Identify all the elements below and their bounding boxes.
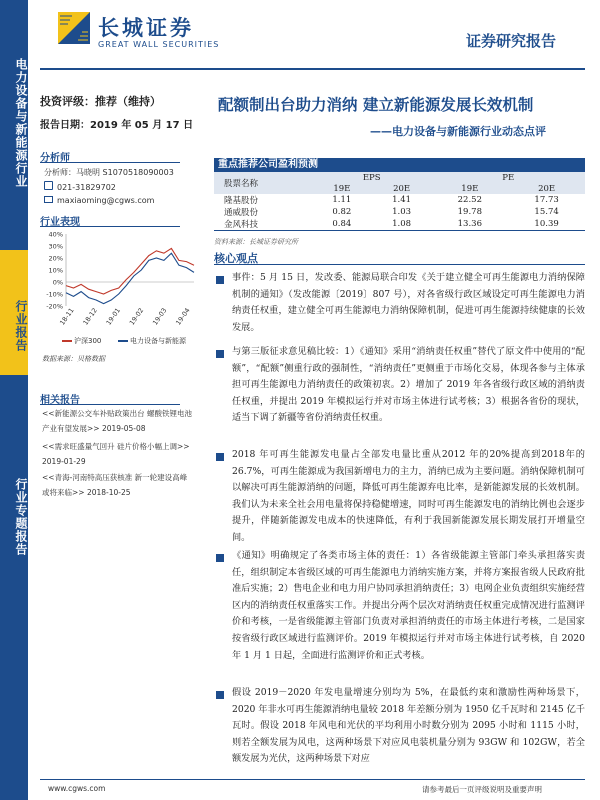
email-icon (44, 196, 53, 203)
legend-swatch-b (118, 340, 128, 342)
x-tick-label: 19-01 (104, 306, 123, 327)
table-row (214, 194, 585, 206)
legend-label-a: 沪深300 (74, 337, 102, 345)
y-tick-label: 20% (48, 254, 63, 263)
year-cell: 20E (508, 183, 585, 194)
trend-header: 行业表现 (40, 213, 180, 227)
vertical-band (0, 0, 28, 800)
header-divider (40, 68, 585, 70)
related-item[interactable]: <<青海-河南特高压获核准 新一轮建设高峰或将来临>> 2018-10-25 (42, 473, 188, 497)
report-date: 报告日期：2019 年 05 月 17 日 (40, 120, 194, 131)
paragraph-event: 事件：5 月 15 日，发改委、能源局联合印发《关于建立健全可再生能源电力消纳保障机制的通知》（发改能源〔2019〕807 号），对各省级行政区域设定可再生能源电力消纳责任权重，建立健全可再生能源电力消纳保障机制，促进可再生能源持续健康的长效发展。 (232, 272, 585, 333)
bullet-icon (216, 453, 224, 461)
analyst-header: 分析师 (40, 149, 180, 163)
table-row (214, 206, 585, 218)
series-line-sector (66, 253, 194, 303)
company-name: 隆基股份 (224, 196, 259, 206)
band-industry-label: 电力设备与新能源行业 (14, 58, 28, 188)
col-pe: PE (431, 172, 585, 183)
bullet-icon (216, 691, 224, 699)
y-tick-label: 30% (48, 242, 63, 251)
table-cell: 13.36 (431, 218, 508, 231)
paragraph-analysis: 2018 年可再生能源发电量占全部发电量比重从2012 年的20%提高到2018年的26.7%，可再生能源成为我国新增电力的主力，消纳已成为主要问题。消纳保障机制可以解决可再生能源消纳的问题，降低可再生能源弃电比率，是新能源发展的长效机制。我们认为未来全社会用电量将保持稳健增速，同时可再生能源发电的消纳比例也会逐步提升，伴随新能源发电成本的快速降低，有利于我国新能源发展长期发展打开增量空间。 (232, 449, 585, 543)
table-cell: 10.39 (508, 218, 585, 231)
table-cell: 1.41 (392, 195, 412, 205)
analyst-email[interactable]: maxiaoming@cgws.com (57, 196, 155, 205)
series-line-hs300 (66, 248, 194, 294)
footer-url[interactable]: www.cgws.com (48, 784, 106, 793)
col-company: 股票名称 (214, 172, 312, 194)
related-item[interactable]: <<新能源公交车补贴政策出台 螺酸铁锂电池产业有望发展>> 2019-05-08 (42, 409, 192, 433)
forecast-title: 重点推荐公司盈利预测 (214, 158, 585, 172)
paragraph-comparison: 与第三版征求意见稿比较：1）《通知》采用“消纳责任权重”替代了原文件中使用的“配额”，“配额”侧重行政的强制性，“消纳责任”更侧重于市场化交易，体现各参与主体承担可再生能源电力消纳责任的政策初衷。2）增加了 2019 年各省级行政区域的消纳责任权重，并提出 2019 年模拟运行并对市场主体进行试考核；3）根据各省份的现状，适当下调了新疆等省份消纳责任权重。 (232, 346, 585, 424)
core-header: 核心观点 (214, 250, 585, 265)
year-cell: 19E (312, 183, 372, 194)
industry-trend-chart (40, 228, 198, 346)
table-row (214, 218, 585, 231)
col-eps: EPS (312, 172, 431, 183)
phone-icon (44, 181, 53, 190)
bullet-icon (216, 554, 224, 562)
page-title: 配额制出台助力消纳 建立新能源发展长效机制 (218, 96, 534, 114)
report-type-label: 证券研究报告 (466, 32, 557, 50)
table-cell: 1.03 (392, 207, 412, 217)
bullet-icon (216, 276, 224, 284)
x-tick-label: 18-11 (58, 306, 76, 327)
table-cell: 22.52 (457, 195, 482, 205)
y-tick-label: 0% (52, 278, 63, 287)
table-cell: 17.73 (534, 195, 559, 205)
x-tick-label: 19-02 (127, 306, 146, 327)
logo-text: 长城证券 (98, 16, 194, 40)
y-tick-label: -10% (46, 290, 63, 299)
company-name: 金风科技 (214, 218, 312, 231)
band-topic-label: 行业专题报告 (14, 478, 28, 556)
phone-row (44, 181, 116, 192)
related-header: 相关报告 (40, 391, 180, 405)
paragraph-assumption: 假设 2019－2020 年发电量增速分别均为 5%，在最低约束和激励性两种场景下，2020 年非水可再生能源消纳电量较 2018 年差额分别为 1950 亿千瓦时和 2145 亿千瓦时。假设 2018 年风电和光伏的平均利用小时数分别为 2095 小时和 1115 小时，则若全额发展为风电，这两种场景下对应风电装机量分别为 93GW 和 102GW，若全额发展为光伏，这两种场景下对应 (232, 687, 585, 765)
y-tick-label: -20% (46, 302, 63, 311)
related-item[interactable]: <<需求旺盛量气回升 硅片价格小幅上调>> 2019-01-29 (42, 442, 190, 466)
table-cell: 15.74 (534, 207, 559, 217)
footer-divider (40, 779, 585, 780)
year-cell: 20E (372, 183, 432, 194)
table-cell: 1.08 (372, 218, 432, 231)
rating-label: 投资评级：推荐（维持） (40, 95, 161, 108)
analyst-name: 分析师：马晓明 S1070518090003 (44, 168, 174, 177)
forecast-table (214, 172, 585, 231)
table-cell: 1.11 (332, 195, 352, 205)
legend-swatch-a (62, 340, 72, 342)
analyst-phone: 021-31829702 (57, 183, 116, 192)
trend-source: 数据来源：贝格数据 (42, 355, 105, 363)
table-header-row (214, 172, 585, 183)
bullet-icon (216, 350, 224, 358)
x-tick-label: 19-03 (151, 306, 169, 327)
company-name: 通威股份 (224, 208, 259, 218)
footer-note: 请参考最后一页评级说明及重要声明 (422, 785, 542, 794)
legend-label-b: 电力设备与新能源 (130, 337, 186, 345)
page-subtitle: ——电力设备与新能源行业动态点评 (370, 125, 546, 138)
band-report-label: 行业报告 (14, 300, 28, 352)
table-cell: 19.78 (457, 207, 482, 217)
table-source: 资料来源：长城证券研究所 (214, 238, 298, 246)
logo-icon (58, 12, 90, 44)
legend-b (118, 336, 186, 346)
paragraph-responsibility: 《通知》明确规定了各类市场主体的责任：1）各省级能源主管部门牵头承担落实责任，组织制定本省级区域的可再生能源电力消纳实施方案，并将方案报省级人民政府批准后实施；2）售电企业和电力用户协同承担消纳责任；3）电网企业负责组织实施经营区内的消纳责任权重落实工作。并提出分两个层次对消纳责任权重完成情况进行监测评价和考核，一是省级能源主管部门负责对承担消纳责任的市场主体进行考核，二是国家按省级行政区域进行监测评价。2019 年模拟运行并对市场主体进行试考核，自 2020 年 1 月 1 日起，全面进行监测评价和正式考核。 (232, 550, 585, 661)
legend-a (62, 336, 101, 346)
year-cell: 19E (431, 183, 508, 194)
y-tick-label: 40% (48, 230, 63, 239)
logo-subtext: GREAT WALL SECURITIES (98, 40, 220, 49)
email-row (44, 196, 154, 205)
x-tick-label: 18-12 (81, 306, 99, 327)
table-cell: 0.84 (312, 218, 372, 231)
y-tick-label: 10% (48, 266, 63, 275)
table-cell: 0.82 (332, 207, 352, 217)
x-tick-label: 19-04 (174, 306, 192, 327)
